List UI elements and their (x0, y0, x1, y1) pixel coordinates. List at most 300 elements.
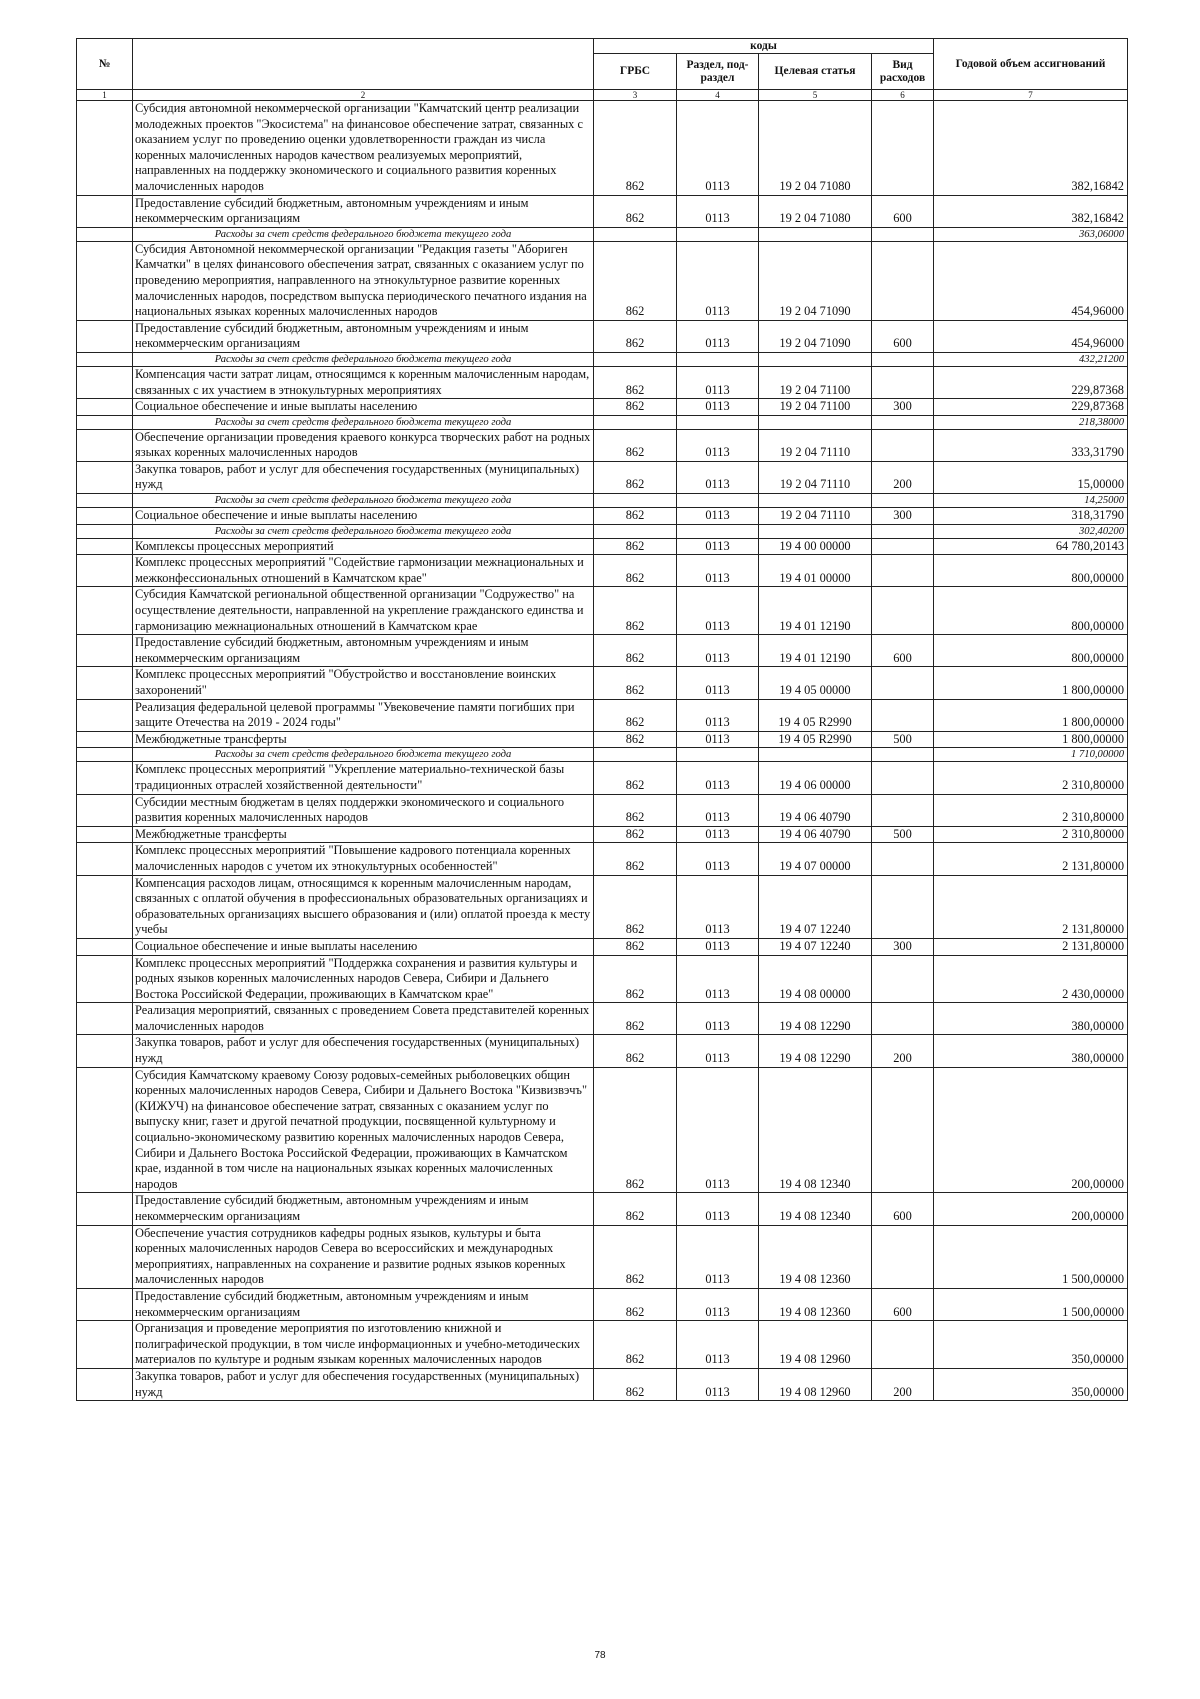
row-name-cell: Закупка товаров, работ и услуг для обеспечения государственных (муниципальных) нужд (133, 1368, 594, 1400)
header-exp-type: Вид расходов (872, 54, 934, 90)
table-row (77, 538, 1128, 555)
row-name-cell: Комплекс процессных мероприятий "Обустройство и восстановление воинских захоронений" (133, 667, 594, 699)
row-exp-type-cell: 300 (872, 399, 934, 416)
row-target-cell: 19 4 08 12290 (759, 1035, 872, 1067)
header-section: Раздел, под-раздел (677, 54, 759, 90)
row-grbs-cell: 862 (594, 938, 677, 955)
row-exp-type-cell (872, 1067, 934, 1193)
row-target-cell: 19 4 05 R2990 (759, 731, 872, 748)
row-exp-type-cell (872, 748, 934, 762)
row-number-cell (77, 1035, 133, 1067)
federal-budget-row (77, 524, 1128, 538)
row-exp-type-cell (872, 955, 934, 1003)
row-name-cell: Социальное обеспечение и иные выплаты населению (133, 938, 594, 955)
row-exp-type-cell: 600 (872, 1288, 934, 1320)
row-name-cell: Социальное обеспечение и иные выплаты населению (133, 399, 594, 416)
row-exp-type-cell (872, 875, 934, 938)
row-target-cell: 19 4 08 12290 (759, 1003, 872, 1035)
row-name-cell: Организация и проведение мероприятия по изготовлению книжной и полиграфической продукции, в том числе информационных и учебно-методических материалов по культуре и родным языкам коренных малочисленных народов (133, 1321, 594, 1369)
row-grbs-cell (594, 415, 677, 429)
row-exp-type-cell (872, 352, 934, 366)
row-name-cell: Предоставление субсидий бюджетным, автономным учреждениям и иным некоммерческим организациям (133, 635, 594, 667)
row-grbs-cell: 862 (594, 843, 677, 875)
table-row (77, 635, 1128, 667)
federal-budget-row (77, 352, 1128, 366)
row-grbs-cell (594, 227, 677, 241)
federal-budget-row (77, 494, 1128, 508)
row-exp-type-cell: 600 (872, 1193, 934, 1225)
row-name-cell: Предоставление субсидий бюджетным, автономным учреждениям и иным некоммерческим организациям (133, 1288, 594, 1320)
row-number-cell (77, 227, 133, 241)
row-number-cell (77, 587, 133, 635)
table-row (77, 699, 1128, 731)
row-grbs-cell: 862 (594, 1035, 677, 1067)
header-grbs: ГРБС (594, 54, 677, 90)
row-exp-type-cell (872, 524, 934, 538)
row-name-cell: Субсидия автономной некоммерческой организации "Камчатский центр реализации молодежных проектов "Экосистема" на финансовое обеспечение затрат, связанных с оказанием услуг по проведению оценки удовлетворенности граждан из числа коренных малочисленных народов качеством реализуемых мероприятий, направленных на поддержку экономического и социального развития коренных малочисленных народов (133, 101, 594, 196)
table-row (77, 826, 1128, 843)
row-exp-type-cell (872, 429, 934, 461)
row-number-cell (77, 699, 133, 731)
row-name-cell: Обеспечение организации проведения краевого конкурса творческих работ на родных языках коренных малочисленных народов (133, 429, 594, 461)
budget-table-sheet (76, 38, 1127, 1401)
row-exp-type-cell (872, 794, 934, 826)
table-row (77, 667, 1128, 699)
row-amount-cell: 2 310,80000 (934, 826, 1128, 843)
row-exp-type-cell: 300 (872, 508, 934, 525)
row-name-cell: Комплекс процессных мероприятий "Укрепление материально-технической базы традиционных отраслей хозяйственной деятельности" (133, 762, 594, 794)
row-exp-type-cell: 600 (872, 635, 934, 667)
row-target-cell: 19 4 01 12190 (759, 587, 872, 635)
row-target-cell: 19 4 06 40790 (759, 794, 872, 826)
row-grbs-cell: 862 (594, 955, 677, 1003)
row-name-cell: Закупка товаров, работ и услуг для обеспечения государственных (муниципальных) нужд (133, 1035, 594, 1067)
row-name-cell: Расходы за счет средств федерального бюджета текущего года (133, 227, 594, 241)
row-exp-type-cell (872, 241, 934, 320)
table-row (77, 1035, 1128, 1067)
row-target-cell: 19 4 05 R2990 (759, 699, 872, 731)
row-grbs-cell: 862 (594, 1368, 677, 1400)
row-amount-cell: 333,31790 (934, 429, 1128, 461)
row-number-cell (77, 494, 133, 508)
row-grbs-cell: 862 (594, 1321, 677, 1369)
row-number-cell (77, 843, 133, 875)
row-amount-cell: 14,25000 (934, 494, 1128, 508)
table-row (77, 241, 1128, 320)
row-name-cell: Субсидия Камчатской региональной общественной организации "Содружество" на осуществление деятельности, направленной на укрепление гражданского единства и гармонизацию межнациональных отношений в Камчатском крае (133, 587, 594, 635)
row-section-cell: 0113 (677, 399, 759, 416)
row-grbs-cell: 862 (594, 399, 677, 416)
row-grbs-cell: 862 (594, 508, 677, 525)
row-exp-type-cell: 500 (872, 826, 934, 843)
row-target-cell (759, 494, 872, 508)
row-exp-type-cell: 300 (872, 938, 934, 955)
row-grbs-cell: 862 (594, 461, 677, 493)
column-index: 6 (872, 90, 934, 101)
table-row (77, 461, 1128, 493)
row-amount-cell: 64 780,20143 (934, 538, 1128, 555)
header-target: Целевая статья (759, 54, 872, 90)
row-target-cell (759, 415, 872, 429)
row-amount-cell: 318,31790 (934, 508, 1128, 525)
table-row (77, 195, 1128, 227)
row-target-cell: 19 2 04 71090 (759, 320, 872, 352)
row-section-cell: 0113 (677, 429, 759, 461)
table-row (77, 366, 1128, 398)
row-name-cell: Комплекс процессных мероприятий "Поддержка сохранения и развития культуры и родных языков коренных малочисленных народов Севера, Сибири и Дальнего Востока Российской Федерации, проживающих в Камчатском крае" (133, 955, 594, 1003)
row-target-cell: 19 4 07 12240 (759, 875, 872, 938)
row-section-cell: 0113 (677, 1193, 759, 1225)
row-section-cell: 0113 (677, 1288, 759, 1320)
row-number-cell (77, 101, 133, 196)
row-number-cell (77, 1225, 133, 1288)
row-number-cell (77, 555, 133, 587)
row-exp-type-cell: 200 (872, 1368, 934, 1400)
row-target-cell: 19 4 05 00000 (759, 667, 872, 699)
row-grbs-cell: 862 (594, 635, 677, 667)
column-index: 5 (759, 90, 872, 101)
row-section-cell (677, 748, 759, 762)
budget-table (76, 38, 1128, 1401)
row-grbs-cell: 862 (594, 875, 677, 938)
row-amount-cell: 380,00000 (934, 1003, 1128, 1035)
table-row (77, 843, 1128, 875)
row-target-cell: 19 2 04 71100 (759, 399, 872, 416)
row-section-cell: 0113 (677, 875, 759, 938)
row-section-cell: 0113 (677, 1368, 759, 1400)
row-section-cell: 0113 (677, 794, 759, 826)
row-amount-cell: 350,00000 (934, 1321, 1128, 1369)
row-section-cell (677, 227, 759, 241)
table-row (77, 955, 1128, 1003)
row-number-cell (77, 1321, 133, 1369)
row-amount-cell: 454,96000 (934, 241, 1128, 320)
column-index: 1 (77, 90, 133, 101)
row-number-cell (77, 538, 133, 555)
row-amount-cell: 800,00000 (934, 555, 1128, 587)
row-number-cell (77, 1288, 133, 1320)
row-grbs-cell: 862 (594, 587, 677, 635)
row-name-cell: Предоставление субсидий бюджетным, автономным учреждениям и иным некоммерческим организациям (133, 1193, 594, 1225)
table-row (77, 101, 1128, 196)
row-section-cell: 0113 (677, 587, 759, 635)
row-number-cell (77, 875, 133, 938)
row-number-cell (77, 731, 133, 748)
row-number-cell (77, 415, 133, 429)
row-section-cell: 0113 (677, 762, 759, 794)
row-target-cell: 19 4 07 00000 (759, 843, 872, 875)
row-section-cell: 0113 (677, 635, 759, 667)
row-name-cell: Социальное обеспечение и иные выплаты населению (133, 508, 594, 525)
row-name-cell: Расходы за счет средств федерального бюджета текущего года (133, 494, 594, 508)
row-name-cell: Расходы за счет средств федерального бюджета текущего года (133, 748, 594, 762)
row-amount-cell: 1 800,00000 (934, 667, 1128, 699)
row-name-cell: Субсидии местным бюджетам в целях поддержки экономического и социального развития коренных малочисленных народов (133, 794, 594, 826)
row-number-cell (77, 826, 133, 843)
row-section-cell: 0113 (677, 826, 759, 843)
row-target-cell: 19 4 08 12360 (759, 1288, 872, 1320)
row-number-cell (77, 429, 133, 461)
row-section-cell: 0113 (677, 667, 759, 699)
row-grbs-cell: 862 (594, 366, 677, 398)
row-section-cell: 0113 (677, 461, 759, 493)
row-section-cell: 0113 (677, 843, 759, 875)
row-amount-cell: 302,40200 (934, 524, 1128, 538)
row-amount-cell: 200,00000 (934, 1193, 1128, 1225)
table-row (77, 429, 1128, 461)
row-name-cell: Межбюджетные трансферты (133, 731, 594, 748)
row-target-cell: 19 2 04 71090 (759, 241, 872, 320)
row-section-cell: 0113 (677, 195, 759, 227)
row-amount-cell: 1 800,00000 (934, 699, 1128, 731)
table-row (77, 1225, 1128, 1288)
row-target-cell: 19 4 06 40790 (759, 826, 872, 843)
row-exp-type-cell (872, 555, 934, 587)
row-name-cell: Закупка товаров, работ и услуг для обеспечения государственных (муниципальных) нужд (133, 461, 594, 493)
row-grbs-cell: 862 (594, 667, 677, 699)
table-row (77, 1067, 1128, 1193)
row-number-cell (77, 1003, 133, 1035)
row-name-cell: Расходы за счет средств федерального бюджета текущего года (133, 524, 594, 538)
row-grbs-cell: 862 (594, 195, 677, 227)
row-exp-type-cell (872, 667, 934, 699)
federal-budget-row (77, 227, 1128, 241)
row-grbs-cell: 862 (594, 241, 677, 320)
row-target-cell: 19 2 04 71110 (759, 508, 872, 525)
row-name-cell: Комплексы процессных мероприятий (133, 538, 594, 555)
page-number: 78 (594, 1650, 606, 1661)
row-section-cell: 0113 (677, 366, 759, 398)
row-exp-type-cell: 200 (872, 461, 934, 493)
header-annual: Годовой объем ассигнований (934, 39, 1128, 90)
row-target-cell: 19 4 07 12240 (759, 938, 872, 955)
row-section-cell (677, 415, 759, 429)
row-grbs-cell: 862 (594, 320, 677, 352)
row-target-cell: 19 4 08 12340 (759, 1067, 872, 1193)
row-number-cell (77, 1193, 133, 1225)
row-number-cell (77, 399, 133, 416)
row-number-cell (77, 794, 133, 826)
row-exp-type-cell (872, 538, 934, 555)
row-section-cell: 0113 (677, 1225, 759, 1288)
column-index-row (77, 90, 1128, 101)
row-amount-cell: 2 131,80000 (934, 875, 1128, 938)
row-amount-cell: 800,00000 (934, 587, 1128, 635)
row-number-cell (77, 352, 133, 366)
row-exp-type-cell (872, 1225, 934, 1288)
row-target-cell (759, 748, 872, 762)
table-row (77, 587, 1128, 635)
row-exp-type-cell (872, 843, 934, 875)
row-number-cell (77, 955, 133, 1003)
row-name-cell: Реализация мероприятий, связанных с проведением Совета представителей коренных малочисленных народов (133, 1003, 594, 1035)
row-exp-type-cell (872, 415, 934, 429)
row-amount-cell: 382,16842 (934, 195, 1128, 227)
federal-budget-row (77, 748, 1128, 762)
row-section-cell: 0113 (677, 101, 759, 196)
row-amount-cell: 800,00000 (934, 635, 1128, 667)
row-name-cell: Реализация федеральной целевой программы "Увековечение памяти погибших при защите Отечества на 2019 - 2024 годы" (133, 699, 594, 731)
row-name-cell: Обеспечение участия сотрудников кафедры родных языков, культуры и быта коренных малочисленных народов Севера во всероссийских и международных мероприятиях, направленных на сохранение и развитие родных языков коренных малочисленных народов (133, 1225, 594, 1288)
row-grbs-cell: 862 (594, 1288, 677, 1320)
row-number-cell (77, 508, 133, 525)
row-amount-cell: 2 310,80000 (934, 794, 1128, 826)
row-number-cell (77, 748, 133, 762)
row-name-cell: Компенсация расходов лицам, относящимся к коренным малочисленным народам, связанных с оплатой обучения в профессиональных образовательных организациях и образовательных организациях высшего образования и (или) оплатой проезда к месту учебы (133, 875, 594, 938)
row-number-cell (77, 938, 133, 955)
row-section-cell: 0113 (677, 1067, 759, 1193)
row-target-cell: 19 4 08 12360 (759, 1225, 872, 1288)
row-number-cell (77, 762, 133, 794)
row-grbs-cell: 862 (594, 429, 677, 461)
column-index: 3 (594, 90, 677, 101)
row-target-cell: 19 4 08 12960 (759, 1321, 872, 1369)
row-name-cell: Субсидия Камчатскому краевому Союзу родовых-семейных рыболовецких общин коренных малочисленных народов Севера, Сибири и Дальнего Востока "Кизвизвэчъ" (КИЖУЧ) на финансовое обеспечение затрат, связанных с оказанием услуг по выпуску книг, газет и другой печатной продукции, посвященной культурному и социально-экономическому развитию коренных малочисленных народов Севера, Сибири и Дальнего Востока Российской Федерации, проживающих в Камчатском крае, изданной в том числе на национальных языках коренных малочисленных народов (133, 1067, 594, 1193)
row-target-cell: 19 2 04 71080 (759, 195, 872, 227)
row-amount-cell: 229,87368 (934, 366, 1128, 398)
row-section-cell: 0113 (677, 955, 759, 1003)
row-exp-type-cell: 500 (872, 731, 934, 748)
column-index: 7 (934, 90, 1128, 101)
table-row (77, 1321, 1128, 1369)
table-body (77, 101, 1128, 1401)
table-row (77, 938, 1128, 955)
row-exp-type-cell (872, 1321, 934, 1369)
row-section-cell: 0113 (677, 555, 759, 587)
row-name-cell: Предоставление субсидий бюджетным, автономным учреждениям и иным некоммерческим организациям (133, 320, 594, 352)
row-amount-cell: 382,16842 (934, 101, 1128, 196)
header-codes: коды (594, 39, 934, 54)
row-name-cell: Комплекс процессных мероприятий "Содействие гармонизации межнациональных и межконфессиональных отношений в Камчатском крае" (133, 555, 594, 587)
row-target-cell: 19 4 08 00000 (759, 955, 872, 1003)
row-grbs-cell: 862 (594, 1193, 677, 1225)
row-target-cell: 19 4 01 00000 (759, 555, 872, 587)
row-grbs-cell (594, 494, 677, 508)
row-amount-cell: 1 800,00000 (934, 731, 1128, 748)
row-amount-cell: 363,06000 (934, 227, 1128, 241)
table-row (77, 1193, 1128, 1225)
row-target-cell: 19 2 04 71080 (759, 101, 872, 196)
federal-budget-row (77, 415, 1128, 429)
row-amount-cell: 2 131,80000 (934, 938, 1128, 955)
row-section-cell (677, 524, 759, 538)
row-amount-cell: 454,96000 (934, 320, 1128, 352)
row-target-cell: 19 2 04 71110 (759, 429, 872, 461)
row-grbs-cell: 862 (594, 1225, 677, 1288)
row-section-cell: 0113 (677, 1035, 759, 1067)
header-name (133, 39, 594, 90)
row-target-cell (759, 352, 872, 366)
row-grbs-cell (594, 352, 677, 366)
table-row (77, 794, 1128, 826)
row-amount-cell: 350,00000 (934, 1368, 1128, 1400)
row-section-cell: 0113 (677, 1321, 759, 1369)
row-grbs-cell: 862 (594, 699, 677, 731)
row-section-cell: 0113 (677, 320, 759, 352)
row-exp-type-cell: 600 (872, 320, 934, 352)
row-name-cell: Компенсация части затрат лицам, относящимся к коренным малочисленным народам, связанных с их участием в этнокультурных мероприятиях (133, 366, 594, 398)
column-index: 2 (133, 90, 594, 101)
table-row (77, 762, 1128, 794)
row-amount-cell: 380,00000 (934, 1035, 1128, 1067)
row-section-cell: 0113 (677, 938, 759, 955)
row-name-cell: Расходы за счет средств федерального бюджета текущего года (133, 352, 594, 366)
row-amount-cell: 2 310,80000 (934, 762, 1128, 794)
row-number-cell (77, 461, 133, 493)
row-section-cell: 0113 (677, 1003, 759, 1035)
row-exp-type-cell (872, 587, 934, 635)
row-amount-cell: 200,00000 (934, 1067, 1128, 1193)
row-name-cell: Комплекс процессных мероприятий "Повышение кадрового потенциала коренных малочисленных народов с учетом их этнокультурных особенностей" (133, 843, 594, 875)
row-amount-cell: 2 131,80000 (934, 843, 1128, 875)
row-grbs-cell: 862 (594, 826, 677, 843)
row-grbs-cell: 862 (594, 731, 677, 748)
table-row (77, 320, 1128, 352)
row-section-cell: 0113 (677, 731, 759, 748)
row-amount-cell: 229,87368 (934, 399, 1128, 416)
table-row (77, 1368, 1128, 1400)
row-name-cell: Субсидия Автономной некоммерческой организации "Редакция газеты "Абориген Камчатки" в целях финансового обеспечения затрат, связанных с оказанием услуг по проведению мероприятия, направленного на этнокультурное развитие коренных малочисленных народов, посредством выпуска периодического печатного издания на национальных языках коренных малочисленных народов (133, 241, 594, 320)
row-target-cell: 19 4 00 00000 (759, 538, 872, 555)
row-exp-type-cell: 200 (872, 1035, 934, 1067)
table-row (77, 731, 1128, 748)
row-name-cell: Межбюджетные трансферты (133, 826, 594, 843)
row-target-cell: 19 4 01 12190 (759, 635, 872, 667)
row-section-cell: 0113 (677, 538, 759, 555)
row-section-cell: 0113 (677, 241, 759, 320)
row-target-cell: 19 2 04 71100 (759, 366, 872, 398)
row-number-cell (77, 366, 133, 398)
row-number-cell (77, 635, 133, 667)
row-amount-cell: 1 500,00000 (934, 1288, 1128, 1320)
column-index: 4 (677, 90, 759, 101)
row-exp-type-cell (872, 1003, 934, 1035)
row-number-cell (77, 524, 133, 538)
row-amount-cell: 432,21200 (934, 352, 1128, 366)
row-target-cell (759, 524, 872, 538)
row-exp-type-cell (872, 699, 934, 731)
row-exp-type-cell (872, 227, 934, 241)
table-row (77, 875, 1128, 938)
row-exp-type-cell (872, 762, 934, 794)
row-target-cell (759, 227, 872, 241)
row-section-cell (677, 494, 759, 508)
row-grbs-cell: 862 (594, 555, 677, 587)
row-grbs-cell (594, 748, 677, 762)
row-number-cell (77, 241, 133, 320)
row-target-cell: 19 4 06 00000 (759, 762, 872, 794)
row-section-cell (677, 352, 759, 366)
row-amount-cell: 1 710,00000 (934, 748, 1128, 762)
row-amount-cell: 2 430,00000 (934, 955, 1128, 1003)
table-row (77, 399, 1128, 416)
row-target-cell: 19 4 08 12340 (759, 1193, 872, 1225)
row-grbs-cell: 862 (594, 762, 677, 794)
row-grbs-cell: 862 (594, 101, 677, 196)
table-row (77, 508, 1128, 525)
table-row (77, 1003, 1128, 1035)
row-amount-cell: 1 500,00000 (934, 1225, 1128, 1288)
row-grbs-cell: 862 (594, 1003, 677, 1035)
row-number-cell (77, 195, 133, 227)
row-grbs-cell (594, 524, 677, 538)
row-amount-cell: 218,38000 (934, 415, 1128, 429)
row-target-cell: 19 2 04 71110 (759, 461, 872, 493)
row-number-cell (77, 320, 133, 352)
row-grbs-cell: 862 (594, 538, 677, 555)
row-grbs-cell: 862 (594, 794, 677, 826)
header-no: № (77, 39, 133, 90)
